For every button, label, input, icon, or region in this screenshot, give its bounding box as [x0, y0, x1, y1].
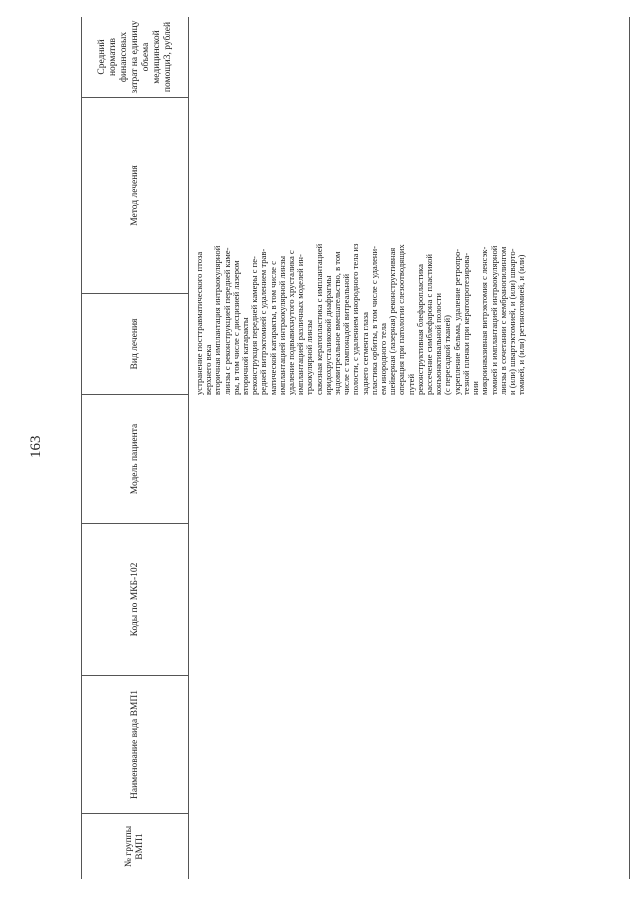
header-average-cost: Средний норматив финансовых затрат на единицу объема медицинской помощи3, рублей [96, 20, 173, 94]
method-line: линзы в сочетании с мембранопилингом [497, 246, 508, 395]
method-line: ем инородного тела [378, 323, 389, 395]
method-line: полости, с удалением инородного тела из [350, 243, 361, 395]
method-line: укрепление бельма, удаление ретропро- [451, 248, 462, 395]
header-group-number: № группы ВМП1 [82, 813, 188, 879]
method-line: верхнего века [203, 344, 214, 395]
page-number: 163 [28, 435, 44, 458]
method-line: траокулярной линзы [304, 319, 315, 395]
method-line: вторичной катаракты [240, 317, 251, 395]
method-line: конъюнктивальной полости [433, 293, 444, 395]
method-line: микроинвазивная витрэктомия с ленсэк- [479, 246, 490, 395]
procedures-table [81, 17, 630, 879]
method-line: заднего сегмента глаза [359, 312, 370, 395]
header-vmp-name: Наименование вида ВМП1 [82, 675, 188, 813]
header-treatment-kind: Вид лечения [82, 293, 188, 394]
header-patient-model: Модель пациента [82, 394, 188, 523]
method-line: числе с тампонадой витреальной [341, 273, 352, 395]
method-line: иридохрусталиковой диафрагмы [322, 275, 333, 395]
method-line: тезной пленки при кератопротезирова- [460, 252, 471, 395]
method-line: линзы с реконструкцией передней каме- [221, 247, 232, 395]
method-line: вторичная имплантация интраокулярной [212, 245, 223, 395]
method-line: эндовитреальное вмешательство, в том [332, 251, 343, 395]
method-line: пластика орбиты, в том числе с удалени- [368, 246, 379, 395]
method-line: реконструкция передней камеры с пе- [249, 256, 260, 395]
method-line: шейверная (лазерная) реконструктивная [387, 247, 398, 395]
method-line: матической катаракты, в том числе с [267, 261, 278, 395]
method-line: рассечение симблефарона с пластикой [424, 254, 435, 395]
method-line: томией и имплантацией интраокулярной [488, 245, 499, 395]
method-line: удаление подвывихнутого хрусталика с [286, 250, 297, 395]
method-line: нии [470, 381, 481, 395]
table-body [189, 17, 629, 879]
table-header-row [82, 17, 189, 879]
method-line: операция при патологии слезоотводящих [396, 244, 407, 395]
method-line: томией, и (или) ретинотомией, и (или) [516, 254, 527, 395]
method-line: редней витрэктомией с удалением трав- [258, 248, 269, 395]
header-icd-codes: Коды по МКБ-102 [82, 523, 188, 675]
method-line: сквозная кератопластика с имплантацией [313, 243, 324, 395]
method-line: имплантацией интраокулярной линзы [276, 255, 287, 395]
method-line: (с пересадкой тканей) [442, 315, 453, 395]
method-line: и (или) швартэктомией, и (или) швартo- [506, 248, 517, 395]
method-line: устранение посттравматического птоза [194, 251, 204, 395]
method-line: путей [405, 373, 416, 395]
treatment-method-cell [195, 175, 526, 395]
method-line: ры, в том числе с дисцизией лазером [230, 260, 241, 395]
header-treatment-method: Метод лечения [82, 97, 188, 293]
method-line: имплантацией различных моделей ин- [295, 254, 306, 395]
method-line: реконструктивная блефаропластика [414, 264, 425, 395]
